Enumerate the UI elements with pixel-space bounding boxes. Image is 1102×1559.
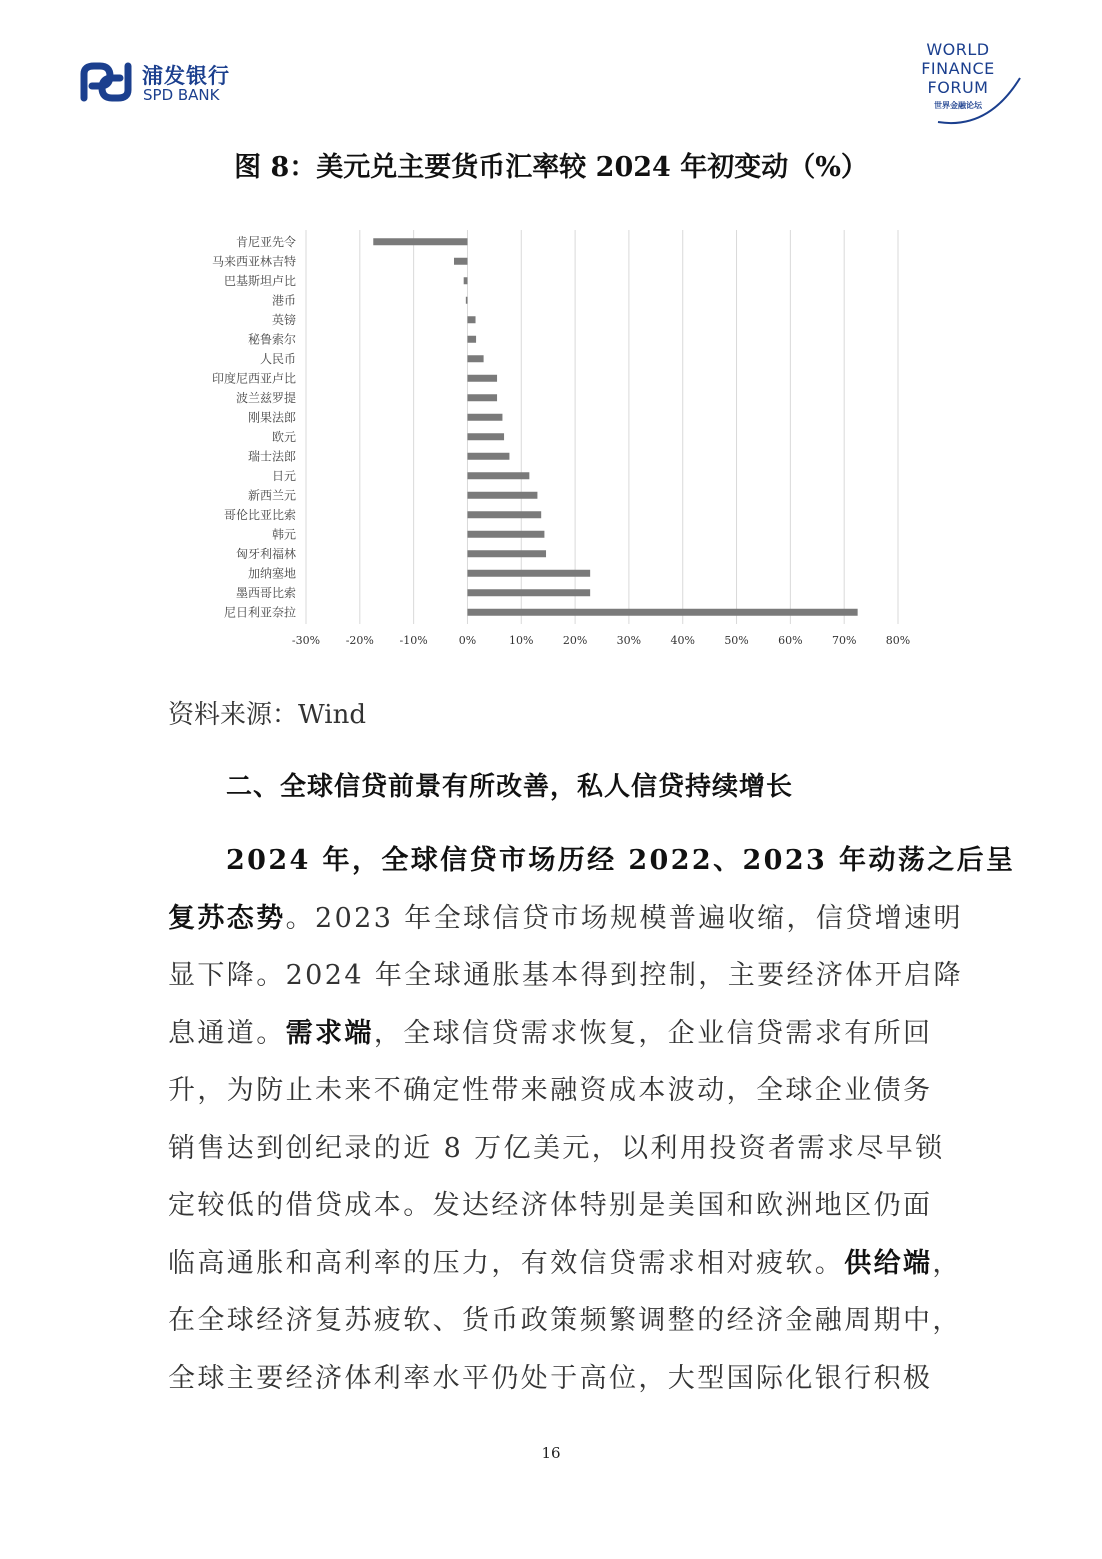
body-paragraph [168, 832, 1016, 1407]
category-label: 刚果法郎 [247, 410, 296, 425]
section-heading: 二、全球信贷前景有所改善，私人信贷持续增长 [226, 772, 794, 802]
bold-text-run: 复苏态势 [168, 902, 286, 934]
category-label: 巴基斯坦卢比 [223, 273, 296, 288]
category-label: 欧元 [271, 429, 296, 444]
bar [467, 375, 497, 382]
bar [467, 453, 509, 460]
bar [467, 355, 483, 362]
x-tick-label: 20% [562, 634, 588, 647]
x-tick-label: 60% [778, 634, 803, 647]
x-tick-label: -30% [291, 634, 321, 647]
text-run: 在全球经济复苏疲软、货币政策频繁调整的经济金融周期中， [168, 1305, 962, 1336]
x-tick-label: 30% [616, 634, 642, 647]
paragraph-line [168, 1292, 962, 1350]
paragraph-line [168, 1350, 938, 1408]
bar [467, 531, 544, 538]
bar [467, 394, 497, 401]
x-tick-label: -10% [399, 634, 428, 647]
paragraph-line [168, 947, 963, 1005]
text-run: 定较低的借贷成本。发达经济体特别是美国和欧洲地区仍面 [168, 1190, 933, 1221]
category-label: 波兰兹罗提 [235, 390, 296, 405]
x-tick-label: 50% [724, 634, 749, 647]
figure-title: 图 8：美元兑主要货币汇率较 2024 年初变动（%） [234, 152, 868, 183]
wff-logo-arc-icon [908, 40, 1026, 130]
bar [467, 433, 504, 440]
bar [467, 414, 502, 421]
bar [467, 336, 476, 343]
page-number: 16 [541, 1444, 561, 1462]
wff-logo-line-2: FINANCE [921, 59, 995, 78]
text-run: 销售达到创纪录的近 8 万亿美元，以利用投资者需求尽早锁 [168, 1132, 945, 1164]
paragraph-line [168, 1235, 962, 1293]
x-tick-label: 0% [458, 634, 477, 647]
bar [467, 492, 537, 499]
bar [467, 609, 857, 616]
category-label: 肯尼亚先令 [235, 234, 296, 249]
paragraph-line [168, 1005, 938, 1063]
bar [467, 550, 546, 557]
paragraph-line [168, 1177, 938, 1235]
bar [466, 297, 468, 304]
x-tick-label: 40% [670, 634, 695, 647]
bar [467, 589, 590, 596]
category-label: 尼日利亚奈拉 [223, 605, 296, 620]
text-run: 全球主要经济体利率水平仍处于高位，大型国际化银行积极 [168, 1362, 933, 1394]
paragraph-line [168, 1120, 945, 1178]
bar [454, 258, 467, 265]
text-run: ，全球信贷需求恢复，企业信贷需求有所回 [373, 1017, 933, 1049]
category-label: 韩元 [271, 527, 296, 542]
text-run: ， [932, 1247, 962, 1279]
text-run: 显下降。2024 年全球通胀基本得到控制，主要经济体开启降 [168, 960, 963, 991]
category-label: 日元 [271, 468, 296, 483]
x-tick-label: 70% [831, 634, 857, 647]
text-run: 升，为防止未来不确定性带来融资成本波动，全球企业债务 [168, 1075, 933, 1106]
text-run: 临高通胀和高利率的压力，有效信贷需求相对疲软。 [168, 1247, 845, 1279]
paragraph-line [168, 1062, 938, 1120]
exchange-rate-bar-chart [180, 228, 920, 658]
bold-text-run: 需求端 [285, 1017, 374, 1049]
category-label: 新西兰元 [247, 488, 296, 503]
chart-svg [180, 228, 920, 658]
category-label: 人民币 [259, 351, 296, 366]
category-label: 英镑 [271, 312, 296, 327]
text-run: 。2023 年全球信贷市场规模普遍收缩，信贷增速明 [285, 902, 963, 934]
text-run: 息通道。 [168, 1017, 286, 1049]
spd-logo-cn-text: 浦发银行 [142, 64, 230, 88]
bar [373, 238, 467, 245]
wff-logo-line-3: FORUM [927, 78, 989, 97]
bold-text-run: 2024 年，全球信贷市场历经 2022、2023 年动荡之后呈 [226, 845, 1016, 876]
x-tick-label: 80% [885, 634, 911, 647]
spd-logo-en-text: SPD BANK [143, 86, 220, 104]
category-label: 瑞士法郎 [247, 449, 296, 464]
x-tick-label: 10% [509, 634, 534, 647]
bar [467, 570, 590, 577]
category-label: 墨西哥比索 [235, 585, 296, 600]
category-label: 港币 [271, 293, 296, 308]
figure-source: 资料来源：Wind [168, 700, 366, 730]
category-label: 印度尼西亚卢比 [211, 371, 296, 386]
category-label: 哥伦比亚比索 [223, 507, 296, 522]
wff-logo-cn-text: 世界金融论坛 [934, 101, 982, 110]
bold-text-run: 供给端 [844, 1247, 933, 1279]
bar [467, 316, 475, 323]
bar [467, 472, 529, 479]
category-label: 马来西亚林吉特 [211, 254, 296, 269]
category-label: 加纳塞地 [247, 566, 296, 581]
bar [467, 511, 541, 518]
bar [464, 277, 468, 284]
wff-logo-line-1: WORLD [926, 40, 990, 59]
world-finance-forum-logo [908, 40, 1026, 130]
paragraph-line [168, 832, 1016, 890]
category-label: 秘鲁索尔 [247, 332, 296, 347]
spd-bank-logo [80, 58, 260, 108]
x-tick-label: -20% [345, 634, 374, 647]
category-label: 匈牙利福林 [235, 546, 296, 561]
paragraph-line [168, 890, 963, 948]
spd-logo-mark-icon [80, 62, 132, 102]
